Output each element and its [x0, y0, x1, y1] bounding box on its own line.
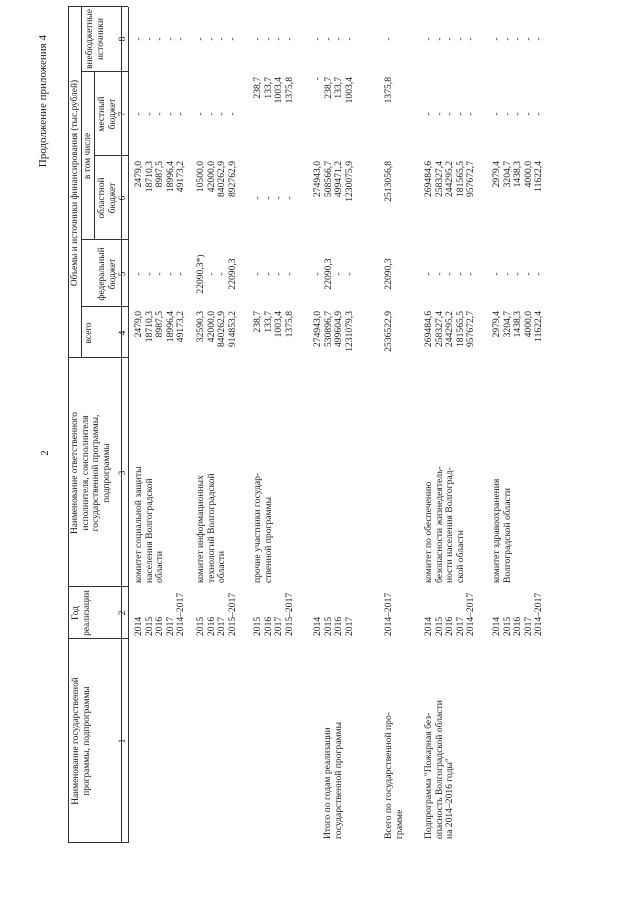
regional-cell: 2979,4 3204,7 1438,3 4000,0 11622,4	[491, 161, 544, 192]
total-cell: 2479,0 18710,3 8987,5 18996,4 49173,2	[133, 311, 186, 343]
colnum-5: 5	[118, 271, 128, 277]
colnum-4: 4	[118, 330, 128, 336]
regional-cell: 2479,0 18710,3 8987,5 18996,4 49173,2	[133, 161, 186, 193]
total-cell: 2979,4 3204,7 1438,3 4000,0 11622,4	[491, 311, 544, 342]
extrabudget-cell: - - - -	[312, 37, 355, 41]
header-program: Наименование государственной программы, подпрограммы	[71, 677, 92, 805]
local-cell: - 238,7 133,7 1003,4	[312, 77, 355, 104]
federal-cell: 22090,3*) - - 22090,3	[195, 254, 238, 294]
regional-cell: 269484,6 258327,4 244295,2 181565,5 957672,7	[423, 161, 476, 197]
extrabudget-cell: - - - -	[252, 37, 295, 41]
regional-cell: 10500,0 42000,0 840262,9 892762,9	[195, 161, 238, 197]
federal-cell: - - - - -	[133, 272, 186, 276]
executor-cell: прочие участники государ- ственной программы	[252, 472, 274, 583]
years-cell: 2014 2015 2016 2017 2014–2017	[423, 592, 476, 636]
total-cell: 274943,0 530896,7 499604,9 1231079,3	[312, 311, 355, 352]
local-cell: - - - - -	[423, 112, 476, 116]
federal-cell: - 22090,3 - -	[312, 258, 355, 290]
years-cell: 2014 2015 2016 2017 2014–2017	[491, 592, 544, 636]
header-volumes: Объемы и источники финансирования (тыс.рублей)	[70, 79, 80, 287]
executor-cell: комитет социальной защиты населения Волгоградской области	[133, 466, 165, 583]
years-cell: 2015 2016 2017 2015–2017	[252, 592, 295, 636]
federal-cell: - - - -	[252, 272, 295, 276]
executor-cell: комитет по обеспечению безопасности жизнедеятель- ности населения Волгоград- ской области	[423, 466, 466, 583]
years-cell: 2014–2017	[383, 592, 394, 636]
extrabudget-cell: - - - - -	[133, 37, 186, 41]
header-regional: областной бюджет	[97, 177, 118, 219]
regional-cell: 274943,0 508566,7 499471,2 1230075,9	[312, 161, 355, 202]
federal-cell: - - - - -	[423, 272, 476, 276]
total-cell: 269484,6 258327,4 244295,2 181565,5 957672,7	[423, 311, 476, 347]
header-executor: Наименование ответственного исполнителя, соисполнителя государственной программы, подпрограммы	[70, 412, 112, 534]
federal-cell: 22090,3	[383, 258, 394, 290]
page-number: 2	[39, 450, 51, 456]
colnum-3: 3	[118, 470, 128, 476]
header-extrabudget: внебюджетные источники	[85, 9, 106, 69]
colnum-2: 2	[118, 610, 128, 616]
extrabudget-cell: - - - - -	[423, 37, 476, 41]
header-incl: в том числе	[83, 132, 93, 180]
continuation-caption: Продолжение приложения 4	[37, 35, 49, 168]
colnum-7: 7	[118, 111, 128, 117]
executor-cell: комитет информационных технологий Волгоградской области	[195, 473, 227, 583]
local-cell: - - - -	[195, 112, 238, 116]
local-cell: - - - - -	[133, 112, 186, 116]
total-cell: 32590,3 42000,0 840262,9 914853,2	[195, 311, 238, 347]
colnum-8: 8	[118, 36, 128, 42]
header-federal: федеральный бюджет	[97, 247, 118, 301]
years-cell: 2015 2016 2017 2015–2017	[195, 592, 238, 636]
program-cell: Итого по годам реализации государственной программы	[322, 721, 344, 839]
header-total: всего	[84, 322, 94, 344]
years-cell: 2014 2015 2016 2017 2014–2017	[133, 592, 186, 636]
extrabudget-cell: - - - - -	[491, 37, 544, 41]
extrabudget-cell: -	[383, 37, 394, 41]
local-cell: 1375,8	[383, 77, 394, 104]
local-cell: 238,7 133,7 1003,4 1375,8	[252, 77, 295, 104]
header-year: Год реализации	[71, 590, 92, 636]
colnum-1: 1	[118, 738, 128, 744]
regional-cell: 2513056,8	[383, 161, 394, 202]
program-cell: Подпрограмма "Пожарная без- опасность Волгоградской области на 2014–2016 годы"	[423, 700, 455, 839]
total-cell: 2536522,9	[383, 311, 394, 352]
executor-cell: комитет здравоохранения Волгоградской области	[491, 478, 513, 583]
total-cell: 238,7 133,7 1003,4 1375,8	[252, 311, 295, 338]
federal-cell: - - - - -	[491, 272, 544, 276]
program-cell: Всего по государственной про- грамме	[383, 712, 405, 839]
header-local: местный бюджет	[97, 96, 118, 132]
extrabudget-cell: - - - -	[195, 37, 238, 41]
years-cell: 2014 2015 2016 2017	[312, 616, 355, 636]
colnum-6: 6	[118, 195, 128, 201]
local-cell: - - - - -	[491, 112, 544, 116]
regional-cell: - - - -	[252, 196, 295, 200]
